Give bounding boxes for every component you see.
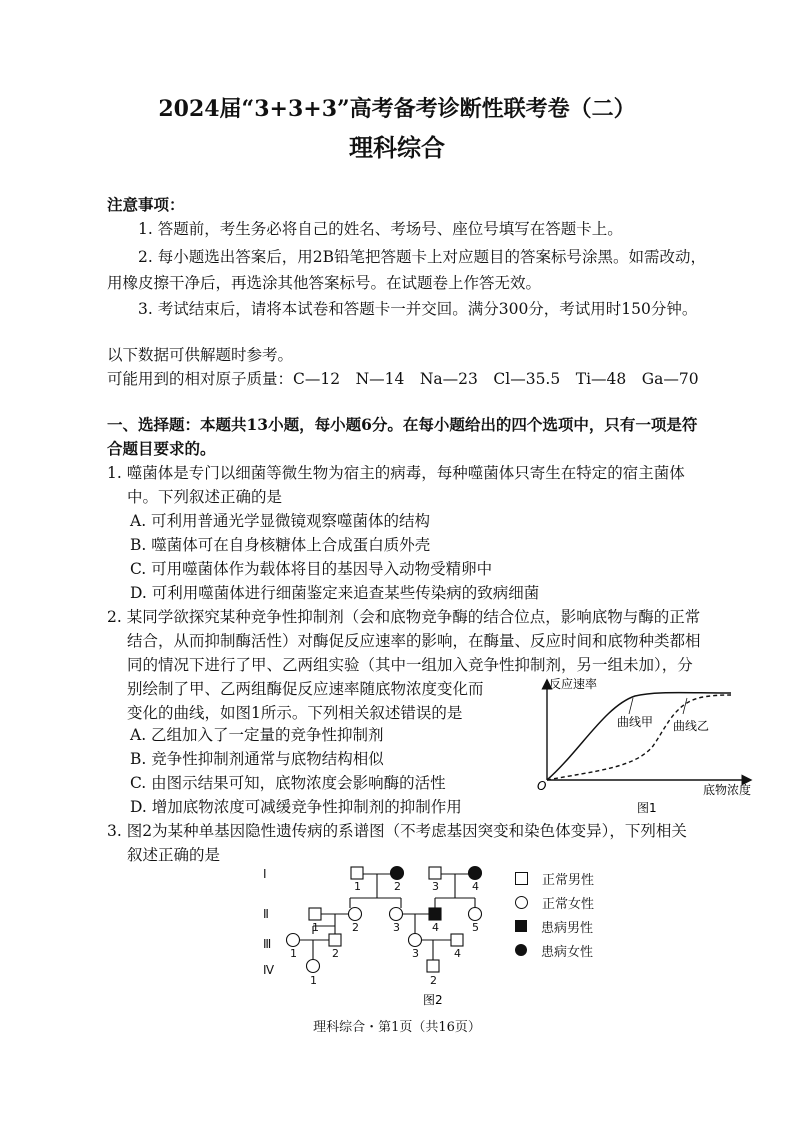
circle-outline-icon xyxy=(515,896,528,909)
pedigree-number: 4 xyxy=(432,921,439,934)
note-item: 2. 每小题选出答案后，用2B铅笔把答题卡上对应题目的答案标号涂黑。如需改动， xyxy=(138,248,706,266)
legend-normal-male xyxy=(515,866,625,890)
legend-normal-female xyxy=(515,890,625,914)
pedigree-number: 2 xyxy=(352,921,359,934)
generation-label: Ⅰ xyxy=(263,867,267,881)
subject-title: 理科综合 xyxy=(349,133,445,162)
generation-label: Ⅲ xyxy=(263,937,272,951)
q2-stem: 2. 某同学欲探究某种竞争性抑制剂（会和底物竞争酶的结合位点，影响底物与酶的正常 xyxy=(107,608,701,626)
curve-a-line xyxy=(547,693,731,780)
legend-label: 正常男性 xyxy=(542,872,595,888)
square-outline-icon xyxy=(515,872,528,885)
reference-line: 以下数据可供解题时参考。 xyxy=(107,346,294,364)
circle-filled-icon xyxy=(515,944,527,956)
y-axis-label: 反应速率 xyxy=(549,677,598,691)
pedigree-number: 5 xyxy=(472,921,479,934)
legend-label: 患病女性 xyxy=(541,944,594,960)
q1-option-d: D. 可利用噬菌体进行细菌鉴定来追查某些传染病的致病细菌 xyxy=(130,584,540,602)
q2-option-a: A. 乙组加入了一定量的竞争性抑制剂 xyxy=(130,726,384,744)
q1-option-b: B. 噬菌体可在自身核糖体上合成蛋白质外壳 xyxy=(130,536,431,554)
x-axis-label: 底物浓度 xyxy=(703,783,752,797)
generation-label: Ⅱ xyxy=(263,907,269,921)
legend-affected-female xyxy=(515,938,625,962)
figure1-graph xyxy=(535,676,785,816)
q1-option-c: C. 可用噬菌体作为载体将目的基因导入动物受精卵中 xyxy=(130,560,493,578)
q3-stem: 3. 图2为某种单基因隐性遗传病的系谱图（不考虑基因突变和染色体变异），下列相关 xyxy=(107,822,687,840)
atomic-mass-line: 可能用到的相对原子质量：C—12 N—14 Na—23 Cl—35.5 Ti—48 Ga—70 xyxy=(107,370,699,388)
pedigree-number: 3 xyxy=(393,921,400,934)
q2-stem-cont: 变化的曲线，如图1所示。下列相关叙述错误的是 xyxy=(127,704,463,722)
q3-stem-cont: 叙述正确的是 xyxy=(127,846,221,864)
pedigree-number: 1 xyxy=(290,947,297,960)
origin-label: O xyxy=(537,779,547,793)
note-item: 3. 考试结束后，请将本试卷和答题卡一并交回。满分300分，考试用时150分钟。 xyxy=(138,300,698,318)
pedigree-number: 4 xyxy=(472,880,479,893)
notes-heading: 注意事项： xyxy=(107,195,185,214)
figure2-caption: 图2 xyxy=(423,993,443,1007)
pedigree-symbols xyxy=(287,867,482,973)
q1-stem: 1. 噬菌体是专门以细菌等微生物为宿主的病毒，每种噬菌体只寄生在特定的宿主菌体 xyxy=(107,464,685,482)
pedigree-lines xyxy=(299,874,475,960)
pedigree-number: 1 xyxy=(354,880,361,893)
q2-stem-cont: 别绘制了甲、乙两组酶促反应速率随底物浓度变化而 xyxy=(127,680,484,698)
legend-affected-male xyxy=(515,914,625,938)
curve-a-label: 曲线甲 xyxy=(617,715,654,729)
q2-stem-cont: 结合，从而抑制酶活性）对酶促反应速率的影响，在酶量、反应时间和底物种类都相 xyxy=(127,632,701,650)
generation-label: Ⅳ xyxy=(263,963,275,977)
section-heading-cont: 合题目要求的。 xyxy=(107,439,216,458)
pedigree-number: 1 xyxy=(312,921,319,934)
legend-label: 患病男性 xyxy=(541,920,594,936)
curve-b-line xyxy=(547,695,731,780)
figure1-caption: 图1 xyxy=(637,801,657,815)
note-item: 用橡皮擦干净后，再选涂其他答案标号。在试题卷上作答无效。 xyxy=(107,274,542,292)
section-heading: 一、选择题：本题共13小题，每小题6分。在每小题给出的四个选项中，只有一项是符 xyxy=(107,415,698,434)
q2-option-c: C. 由图示结果可知，底物浓度会影响酶的活性 xyxy=(130,774,446,792)
pedigree-number: 1 xyxy=(310,974,317,987)
pedigree-number: 4 xyxy=(454,947,461,960)
square-filled-icon xyxy=(515,920,527,932)
pedigree-number: 2 xyxy=(430,974,437,987)
curve-b-label: 曲线乙 xyxy=(673,719,710,733)
pedigree-number: 2 xyxy=(394,880,401,893)
q2-option-d: D. 增加底物浓度可减缓竞争性抑制剂的抑制作用 xyxy=(130,798,462,816)
q1-stem-cont: 中。下列叙述正确的是 xyxy=(127,488,283,506)
page-footer: 理科综合・第1页（共16页） xyxy=(313,1020,481,1035)
exam-title: 2024届“3+3+3”高考备考诊断性联考卷（二） xyxy=(158,96,636,122)
q2-option-b: B. 竞争性抑制剂通常与底物结构相似 xyxy=(130,750,384,768)
curve-a-pointer xyxy=(629,698,633,714)
q2-stem-cont: 同的情况下进行了甲、乙两组实验（其中一组加入竞争性抑制剂，另一组未加），分 xyxy=(127,656,693,674)
note-item: 1. 答题前，考生务必将自己的姓名、考场号、座位号填写在答题卡上。 xyxy=(138,220,623,238)
pedigree-number: 3 xyxy=(412,947,419,960)
pedigree-number: 3 xyxy=(432,880,439,893)
pedigree-number: 2 xyxy=(332,947,339,960)
pedigree-chart xyxy=(255,860,525,1010)
q1-option-a: A. 可利用普通光学显微镜观察噬菌体的结构 xyxy=(130,512,431,530)
pedigree-legend xyxy=(515,866,625,962)
legend-label: 正常女性 xyxy=(542,896,595,912)
